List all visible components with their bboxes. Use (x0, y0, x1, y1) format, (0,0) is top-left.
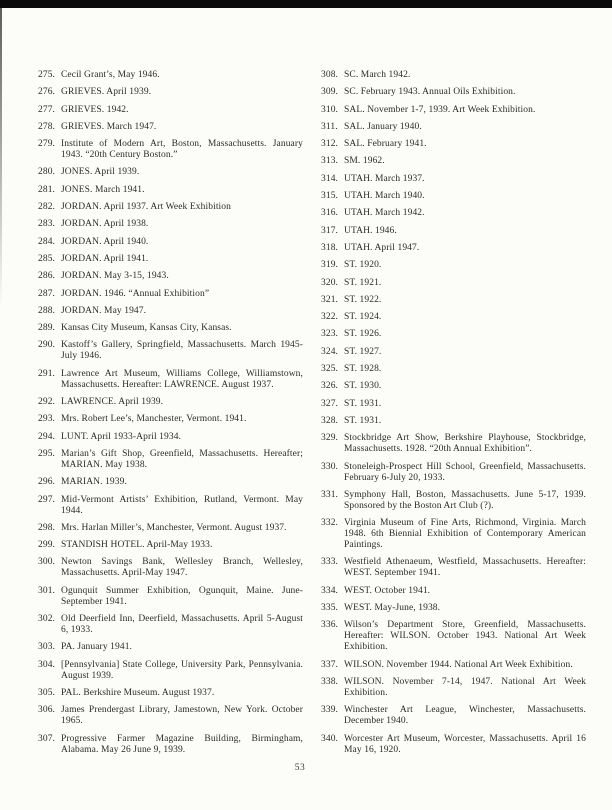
list-entry (321, 660, 586, 671)
right-column (321, 70, 586, 762)
entry-text: Marian’s Gift Shop, Greenfield, Massachusetts. Hereafter; MARIAN. May 1938. (61, 448, 303, 470)
entry-text: Wilson’s Department Store, Greenfield, Massachusetts. Hereafter: WILSON. October 1943. National Art Week Exhibition. (344, 620, 586, 653)
entry-number: 313. (321, 156, 339, 167)
entry-number: 319. (321, 260, 339, 271)
entry-number: 293. (38, 414, 56, 425)
list-entry (321, 156, 586, 167)
entry-text: WEST. October 1941. (344, 585, 431, 596)
entry-text: SM. 1962. (344, 156, 385, 167)
entry-number: 328. (321, 415, 339, 426)
list-entry (38, 495, 303, 517)
entry-number: 314. (321, 173, 339, 184)
entry-text: Lawrence Art Museum, Williams College, Williamstown, Massachusetts. Hereafter: LAWRENCE. August 1937. (61, 368, 303, 390)
list-entry (321, 433, 586, 455)
entry-text: PAL. Berkshire Museum. August 1937. (61, 687, 215, 698)
entry-number: 338. (321, 676, 339, 687)
entry-number: 299. (38, 540, 56, 551)
entry-text: GRIEVES. 1942. (61, 104, 129, 115)
entry-text: [Pennsylvania] State College, University Park, Pennsylvania. August 1939. (61, 659, 303, 681)
list-entry (38, 306, 303, 317)
entry-number: 336. (321, 620, 339, 631)
entry-text: Worcester Art Museum, Worcester, Massachusetts. April 16 May 16, 1920. (344, 733, 586, 755)
entry-number: 308. (321, 70, 339, 80)
entry-number: 326. (321, 381, 339, 392)
list-entry (38, 432, 303, 443)
list-entry (38, 87, 303, 98)
list-entry (38, 185, 303, 196)
list-entry (321, 347, 586, 358)
entry-number: 333. (321, 557, 339, 568)
entry-text: ST. 1931. (344, 415, 382, 426)
entry-text: JORDAN. May 3-15, 1943. (61, 271, 169, 282)
entry-number: 311. (321, 121, 338, 132)
entry-number: 303. (38, 642, 56, 653)
list-entry (38, 105, 303, 116)
entry-number: 337. (321, 659, 339, 670)
entry-number: 340. (321, 733, 339, 744)
entry-number: 310. (321, 104, 339, 115)
list-entry (321, 122, 586, 133)
list-entry (38, 586, 303, 608)
list-entry (38, 122, 303, 133)
entry-text: SAL. November 1-7, 1939. Art Week Exhibition. (344, 104, 536, 115)
entry-number: 302. (38, 614, 56, 625)
entry-text: Newton Savings Bank, Wellesley Branch, Wellesley, Massachusetts. April-May 1947. (61, 557, 303, 579)
list-entry (38, 523, 303, 534)
list-entry (38, 167, 303, 178)
list-entry (38, 540, 303, 551)
entry-text: UTAH. March 1942. (344, 208, 425, 219)
list-entry (321, 381, 586, 392)
list-entry (321, 87, 586, 98)
entry-text: MARIAN. 1939. (61, 477, 127, 488)
entry-text: Mrs. Harlan Miller’s, Manchester, Vermont. August 1937. (61, 522, 287, 533)
list-entry (38, 219, 303, 230)
list-entry (321, 462, 586, 484)
entry-number: 317. (321, 225, 339, 236)
entry-text: PA. January 1941. (61, 642, 133, 653)
list-entry (38, 557, 303, 579)
list-entry (38, 397, 303, 408)
list-entry (321, 677, 586, 699)
entry-text: JORDAN. April 1940. (61, 236, 149, 247)
entry-text: SAL. February 1941. (344, 139, 427, 150)
list-entry (321, 208, 586, 219)
entry-number: 335. (321, 603, 339, 614)
list-entry (38, 449, 303, 471)
entry-text: Mid-Vermont Artists’ Exhibition, Rutland, Vermont. May 1944. (61, 494, 303, 516)
entry-text: Stoneleigh-Prospect Hill School, Greenfield, Massachusetts. February 6-July 20, 1933. (344, 461, 586, 483)
list-entry (321, 364, 586, 375)
entry-number: 284. (38, 236, 56, 247)
list-entry (321, 518, 586, 551)
entry-number: 330. (321, 461, 339, 472)
two-column-list (38, 70, 586, 762)
entry-text: ST. 1924. (344, 312, 382, 323)
entry-text: JONES. March 1941. (61, 184, 145, 195)
list-entry (38, 642, 303, 653)
list-entry (321, 105, 586, 116)
entry-number: 300. (38, 557, 56, 568)
list-entry (321, 586, 586, 597)
list-entry (38, 414, 303, 425)
entry-text: LAWRENCE. April 1939. (61, 397, 164, 408)
list-entry (321, 260, 586, 271)
list-entry (321, 191, 586, 202)
entry-text: GRIEVES. April 1939. (61, 87, 152, 98)
list-entry (321, 295, 586, 306)
entry-text: JONES. April 1939. (61, 167, 140, 178)
entry-text: ST. 1921. (344, 277, 382, 288)
entry-number: 277. (38, 104, 56, 115)
entry-number: 278. (38, 121, 56, 132)
entry-number: 339. (321, 705, 339, 716)
entry-number: 276. (38, 87, 56, 98)
entry-number: 275. (38, 70, 56, 80)
entry-number: 289. (38, 323, 56, 334)
list-entry (38, 139, 303, 161)
entry-number: 296. (38, 477, 56, 488)
entry-text: JORDAN. 1946. “Annual Exhibition” (61, 288, 210, 299)
entry-text: Westfield Athenaeum, Westfield, Massachusetts. Hereafter: WEST. September 1941. (344, 557, 586, 579)
entry-number: 322. (321, 312, 339, 323)
entry-number: 304. (38, 659, 56, 670)
entry-text: SC. March 1942. (344, 70, 411, 80)
list-entry (321, 603, 586, 614)
entry-number: 331. (321, 489, 339, 500)
entry-number: 280. (38, 167, 56, 178)
entry-number: 288. (38, 305, 56, 316)
entry-text: ST. 1922. (344, 294, 382, 305)
entry-number: 325. (321, 364, 339, 375)
list-entry (38, 734, 303, 756)
list-entry (38, 70, 303, 81)
list-entry (321, 620, 586, 653)
entry-number: 332. (321, 518, 339, 529)
entry-text: James Prendergast Library, Jamestown, New York. October 1965. (61, 705, 303, 727)
entry-number: 291. (38, 368, 56, 379)
entry-number: 286. (38, 271, 56, 282)
entry-number: 282. (38, 202, 56, 213)
entry-text: WEST. May-June, 1938. (344, 603, 441, 614)
entry-text: LUNT. April 1933-April 1934. (61, 431, 182, 442)
entry-text: SC. February 1943. Annual Oils Exhibition. (344, 87, 516, 98)
entry-text: JORDAN. April 1937. Art Week Exhibition (61, 202, 231, 213)
list-entry (321, 329, 586, 340)
entry-number: 334. (321, 585, 339, 596)
list-entry (38, 289, 303, 300)
list-entry (321, 734, 586, 756)
entry-text: UTAH. March 1937. (344, 173, 425, 184)
entry-text: Progressive Farmer Magazine Building, Birmingham, Alabama. May 26 June 9, 1939. (61, 733, 303, 755)
entry-text: ST. 1927. (344, 346, 382, 357)
entry-number: 294. (38, 431, 56, 442)
list-entry (38, 271, 303, 282)
entry-number: 320. (321, 277, 339, 288)
entry-number: 324. (321, 346, 339, 357)
entry-text: Winchester Art League, Winchester, Massachusetts. December 1940. (344, 705, 586, 727)
entry-text: WILSON. November 7-14, 1947. National Art Week Exhibition. (344, 676, 586, 698)
entry-text: SAL. January 1940. (344, 121, 422, 132)
entry-number: 315. (321, 191, 339, 202)
entry-text: JORDAN. May 1947. (61, 305, 147, 316)
entry-number: 290. (38, 340, 56, 351)
entry-number: 292. (38, 397, 56, 408)
entry-text: Mrs. Robert Lee’s, Manchester, Vermont. 1941. (61, 414, 247, 425)
entry-text: JORDAN. April 1941. (61, 253, 149, 264)
list-entry (38, 660, 303, 682)
entry-number: 287. (38, 288, 56, 299)
entry-number: 318. (321, 242, 339, 253)
list-entry (38, 202, 303, 213)
list-entry (321, 312, 586, 323)
list-entry (38, 477, 303, 488)
list-entry (38, 705, 303, 727)
entry-text: ST. 1931. (344, 398, 382, 409)
entry-text: ST. 1928. (344, 364, 382, 375)
list-entry (321, 70, 586, 81)
list-entry (321, 416, 586, 427)
list-entry (38, 323, 303, 334)
entry-text: Symphony Hall, Boston, Massachusetts. June 5-17, 1939. Sponsored by the Boston Art Club (?). (344, 489, 586, 511)
list-entry (321, 278, 586, 289)
entry-text: ST. 1930. (344, 381, 382, 392)
list-entry (38, 688, 303, 699)
list-entry (38, 614, 303, 636)
list-entry (321, 139, 586, 150)
entry-number: 301. (38, 585, 56, 596)
entry-text: GRIEVES. March 1947. (61, 121, 157, 132)
entry-text: UTAH. 1946. (344, 225, 397, 236)
entry-text: Institute of Modern Art, Boston, Massachusetts. January 1943. “20th Century Boston.” (61, 139, 303, 161)
entry-number: 323. (321, 329, 339, 340)
entry-number: 306. (38, 705, 56, 716)
entry-text: ST. 1926. (344, 329, 382, 340)
list-entry (321, 399, 586, 410)
entry-number: 305. (38, 687, 56, 698)
page-number: 53 (294, 763, 306, 773)
list-entry (38, 254, 303, 265)
entry-text: Virginia Museum of Fine Arts, Richmond, Virginia. March 1948. 6th Biennial Exhibition of Contemporary American Paintings. (344, 518, 586, 551)
entry-text: UTAH. March 1940. (344, 191, 425, 202)
entry-text: UTAH. April 1947. (344, 242, 420, 253)
scan-edge-left-line (0, 8, 2, 308)
list-entry (321, 490, 586, 512)
entry-number: 279. (38, 139, 56, 150)
list-entry (321, 557, 586, 579)
list-entry (38, 237, 303, 248)
entry-number: 295. (38, 448, 56, 459)
entry-number: 298. (38, 522, 56, 533)
entry-text: STANDISH HOTEL. April-May 1933. (61, 540, 213, 551)
scan-edge-top-band (0, 0, 612, 8)
entry-text: Stockbridge Art Show, Berkshire Playhouse, Stockbridge, Massachusetts. 1928. “20th Annual Exhibition”. (344, 433, 586, 455)
list-entry (321, 226, 586, 237)
entry-number: 316. (321, 208, 339, 219)
entry-text: Old Deerfield Inn, Deerfield, Massachusetts. April 5-August 6, 1933. (61, 614, 303, 636)
entry-text: Cecil Grant’s, May 1946. (61, 70, 160, 80)
list-entry (321, 174, 586, 185)
list-entry (321, 243, 586, 254)
entry-number: 307. (38, 733, 56, 744)
entry-text: Kansas City Museum, Kansas City, Kansas. (61, 323, 232, 334)
entry-number: 283. (38, 219, 56, 230)
list-entry (38, 340, 303, 362)
entry-text: Ogunquit Summer Exhibition, Ogunquit, Maine. June-September 1941. (61, 585, 303, 607)
entry-number: 281. (38, 184, 56, 195)
entry-number: 285. (38, 253, 56, 264)
entry-text: JORDAN. April 1938. (61, 219, 149, 230)
entry-text: WILSON. November 1944. National Art Week Exhibition. (344, 659, 573, 670)
entry-text: Kastoff’s Gallery, Springfield, Massachusetts. March 1945-July 1946. (61, 340, 303, 362)
entry-number: 309. (321, 87, 339, 98)
entry-number: 297. (38, 494, 56, 505)
entry-text: ST. 1920. (344, 260, 382, 271)
entry-number: 312. (321, 139, 339, 150)
left-column (38, 70, 303, 762)
list-entry (321, 705, 586, 727)
list-entry (38, 369, 303, 391)
entry-number: 321. (321, 294, 339, 305)
entry-number: 327. (321, 398, 339, 409)
entry-number: 329. (321, 433, 339, 444)
